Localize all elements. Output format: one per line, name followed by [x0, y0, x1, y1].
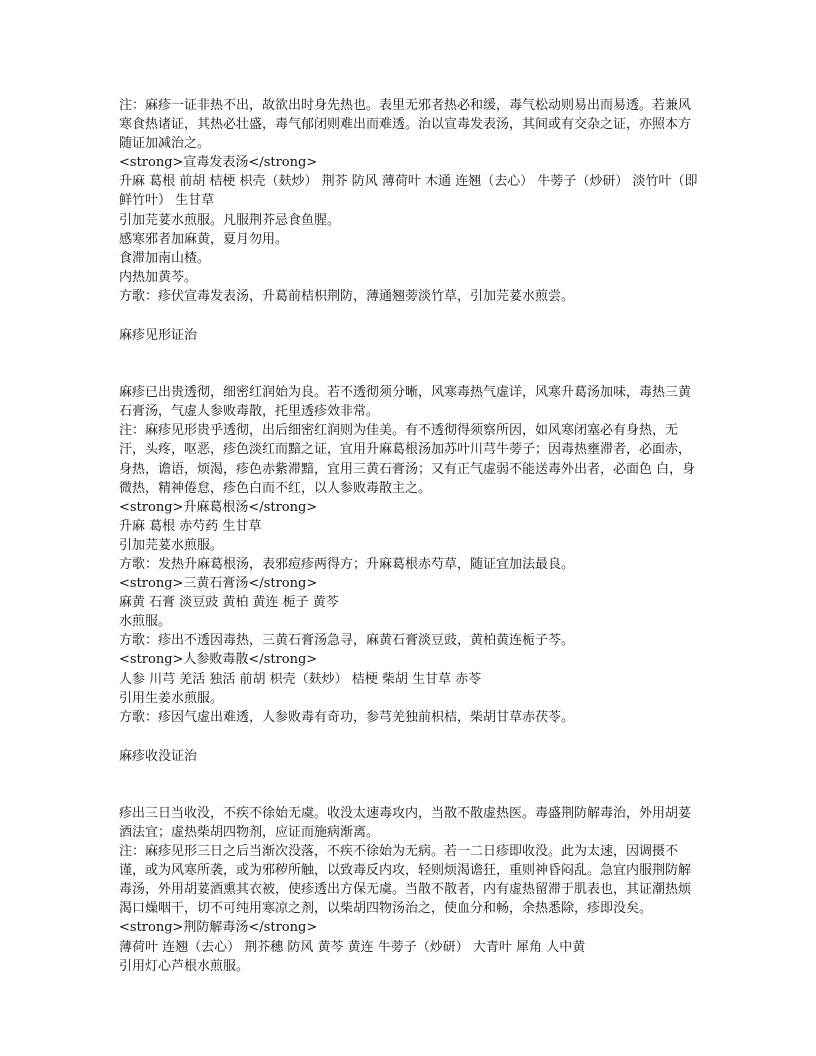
intro-paragraph: 疹出三日当收没，不疾不徐始无虞。收没太速毒攻内，当散不散虚热医。毒盛荆防解毒治，外用胡荽酒法宜；虚热柴胡四物剂，应证而施病渐离。: [119, 805, 692, 840]
usage-line: 引用灯心芦根水煎服。: [119, 958, 250, 974]
usage-line: 引加芫荽水煎服。凡服荆芥忌食鱼腥。: [119, 212, 341, 228]
formula-heading: <strong>荆防解毒汤</strong>: [119, 920, 318, 936]
formula-ingredients: 升麻 葛根 赤芍药 生甘草: [119, 518, 262, 534]
section-title: 麻疹收没证治: [119, 748, 198, 764]
formula-heading: <strong>三黄石膏汤</strong>: [119, 576, 318, 592]
usage-line: 食滞加南山楂。: [119, 250, 211, 266]
formula-verse: 方歌：发热升麻葛根汤，表邪痘疹两得方；升麻葛根赤芍草，随证宜加法最良。: [119, 556, 575, 572]
formula-heading: <strong>宣毒发表汤</strong>: [119, 155, 318, 171]
spacer: [119, 727, 699, 747]
spacer: [119, 345, 699, 383]
note-paragraph: 注：麻疹见形三日之后当渐次没落，不疾不徐始为无病。若一二日疹即收没。此为太速，因调摄不谨，或为风寒所袭，或为邪秽所触，以致毒反内攻，轻则烦渴谵狂，重则神昏闷乱。急宜内服荆防解毒汤，外用胡荽酒熏其衣被，使疹透出方保无虞。当散不散者，内有虚热留滞于肌表也，其证潮热烦渴口燥咽干，切不可纯用寒凉之剂，以柴胡四物汤治之，使血分和畅，余热悉除，疹即没矣。: [119, 844, 692, 917]
formula-heading: <strong>升麻葛根汤</strong>: [119, 499, 318, 515]
document-page: [119, 96, 699, 976]
usage-line: 水煎服。: [119, 614, 172, 630]
formula-ingredients: 麻黄 石膏 淡豆豉 黄柏 黄连 栀子 黄芩: [119, 595, 339, 611]
formula-verse: 方歌：疹因气虚出难透，人参败毒有奇功，参芎羌独前枳桔，柴胡甘草赤茯苓。: [119, 709, 575, 725]
intro-paragraph: 麻疹已出贵透彻，细密红润始为良。若不透彻须分晰，风寒毒热气虚详，风寒升葛汤加味，毒热三黄石膏汤，气虚人参败毒散，托里透疹效非常。: [119, 385, 692, 420]
note-paragraph: 注：麻疹一证非热不出，故欲出时身先热也。表里无邪者热必和缓，毒气松动则易出而易透。若兼风寒食热诸证，其热必壮盛，毒气郁闭则难出而难透。治以宣毒发表汤，其间或有交杂之证，亦照本方随证加减治之。: [119, 98, 692, 152]
formula-verse: 方歌：疹伏宣毒发表汤，升葛前桔枳荆防，薄通翘蒡淡竹草，引加芫荽水煎尝。: [119, 288, 575, 304]
note-paragraph: 注：麻疹见形贵乎透彻，出后细密红润则为佳美。有不透彻得须察所因，如风寒闭塞必有身热，无汗，头疼，呕恶，疹色淡红而黯之证，宜用升麻葛根汤加苏叶川芎牛蒡子；因毒热壅滞者，必面赤，身热，谵语，烦渴，疹色赤紫滞黯，宜用三黄石膏汤；又有正气虚弱不能送毒外出者，必面色 白，身微热，精神倦怠，疹色白而不红，以人参败毒散主之。: [119, 423, 696, 496]
usage-line: 引用生姜水煎服。: [119, 690, 224, 706]
formula-ingredients: 升麻 葛根 前胡 桔梗 枳壳（麸炒） 荆芥 防风 薄荷叶 木通 连翘（去心） 牛蒡子（炒研） 淡竹叶（即鲜竹叶） 生甘草: [119, 174, 698, 209]
section-title: 麻疹见形证治: [119, 328, 198, 344]
formula-ingredients: 人参 川芎 羌活 独活 前胡 枳壳（麸炒） 桔梗 柴胡 生甘草 赤苓: [119, 671, 482, 687]
spacer: [119, 306, 699, 326]
usage-line: 感寒邪者加麻黄，夏月勿用。: [119, 231, 289, 247]
usage-line: 内热加黄芩。: [119, 269, 198, 285]
formula-verse: 方歌：疹出不透因毒热，三黄石膏汤急寻，麻黄石膏淡豆豉，黄柏黄连栀子芩。: [119, 633, 575, 649]
usage-line: 引加芫荽水煎服。: [119, 537, 224, 553]
formula-ingredients: 薄荷叶 连翘（去心） 荆芥穗 防风 黄芩 黄连 牛蒡子（炒研） 大青叶 犀角 人中黄: [119, 939, 586, 955]
formula-heading: <strong>人参败毒散</strong>: [119, 652, 318, 668]
spacer: [119, 766, 699, 804]
